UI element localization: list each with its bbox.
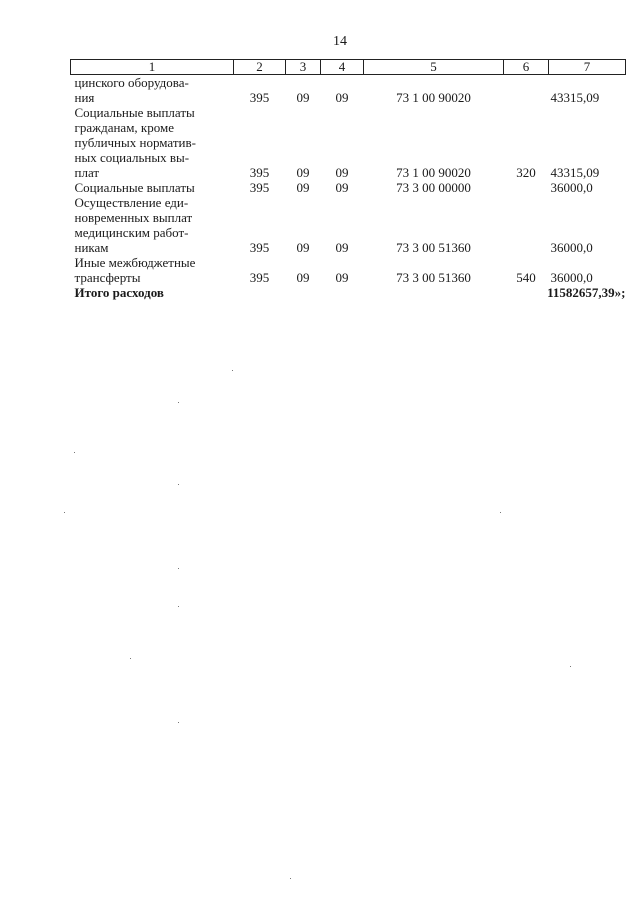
total-value: 11582657,39»;	[547, 285, 626, 300]
row-col-5: 73 3 00 00000	[396, 180, 471, 195]
scan-speck	[178, 402, 179, 403]
header-col-6: 6	[504, 60, 549, 75]
row-name: Социальные выплаты гражданам, кроме публичных норматив- ных социальных вы- плат	[74, 105, 196, 180]
row-name: Социальные выплаты	[74, 180, 195, 195]
scan-speck	[178, 722, 179, 723]
scan-speck	[130, 658, 131, 659]
row-col-6	[504, 195, 549, 255]
row-col-3: 09	[296, 165, 310, 180]
expenses-table	[70, 59, 626, 300]
table-row	[71, 75, 626, 106]
row-col-4: 09	[335, 240, 349, 255]
header-col-4: 4	[321, 60, 364, 75]
row-col-5: 73 3 00 51360	[396, 240, 471, 255]
row-col-7: 43315,09	[550, 90, 600, 105]
row-name: Осуществление еди- новременных выплат медицинским работ- никам	[74, 195, 193, 255]
scan-speck	[178, 568, 179, 569]
header-col-2: 2	[234, 60, 286, 75]
total-label: Итого расходов	[74, 285, 164, 300]
row-col-2: 395	[249, 90, 270, 105]
scan-speck	[232, 370, 233, 371]
row-col-5: 73 3 00 51360	[396, 270, 471, 285]
page-number: 14	[333, 34, 347, 49]
header-col-7: 7	[549, 60, 626, 75]
row-name: Иные межбюджетные трансферты	[74, 255, 196, 285]
row-col-4: 09	[335, 165, 349, 180]
row-name: цинского оборудова- ния	[74, 75, 189, 105]
scan-speck	[500, 512, 501, 513]
row-col-4: 09	[335, 270, 349, 285]
header-col-5: 5	[364, 60, 504, 75]
row-col-3: 09	[296, 240, 310, 255]
row-col-6	[504, 180, 549, 195]
row-col-2: 395	[249, 165, 270, 180]
row-col-5: 73 1 00 90020	[396, 90, 471, 105]
row-col-7: 36000,0	[550, 270, 593, 285]
header-col-3: 3	[286, 60, 321, 75]
row-col-5: 73 1 00 90020	[396, 165, 471, 180]
scan-speck	[74, 452, 75, 453]
row-col-2: 395	[249, 240, 270, 255]
row-col-3: 09	[296, 270, 310, 285]
row-col-4: 09	[335, 180, 349, 195]
scan-speck	[290, 878, 291, 879]
scan-speck	[178, 606, 179, 607]
scan-speck	[570, 666, 571, 667]
row-col-4: 09	[335, 90, 349, 105]
table-row	[71, 105, 626, 180]
row-col-7: 36000,0	[550, 240, 593, 255]
row-col-3: 09	[296, 180, 310, 195]
table-row	[71, 180, 626, 195]
header-col-1: 1	[71, 60, 234, 75]
total-row	[71, 285, 626, 300]
row-col-2: 395	[249, 180, 270, 195]
row-col-6	[504, 75, 549, 106]
row-col-3: 09	[296, 90, 310, 105]
row-col-6: 320	[516, 165, 536, 180]
row-col-6: 540	[516, 270, 536, 285]
header-row	[71, 60, 626, 75]
table-row	[71, 255, 626, 285]
row-col-7: 43315,09	[550, 165, 600, 180]
table-row	[71, 195, 626, 255]
scan-speck	[178, 484, 179, 485]
scan-speck	[64, 512, 65, 513]
row-col-2: 395	[249, 270, 270, 285]
row-col-7: 36000,0	[550, 180, 593, 195]
